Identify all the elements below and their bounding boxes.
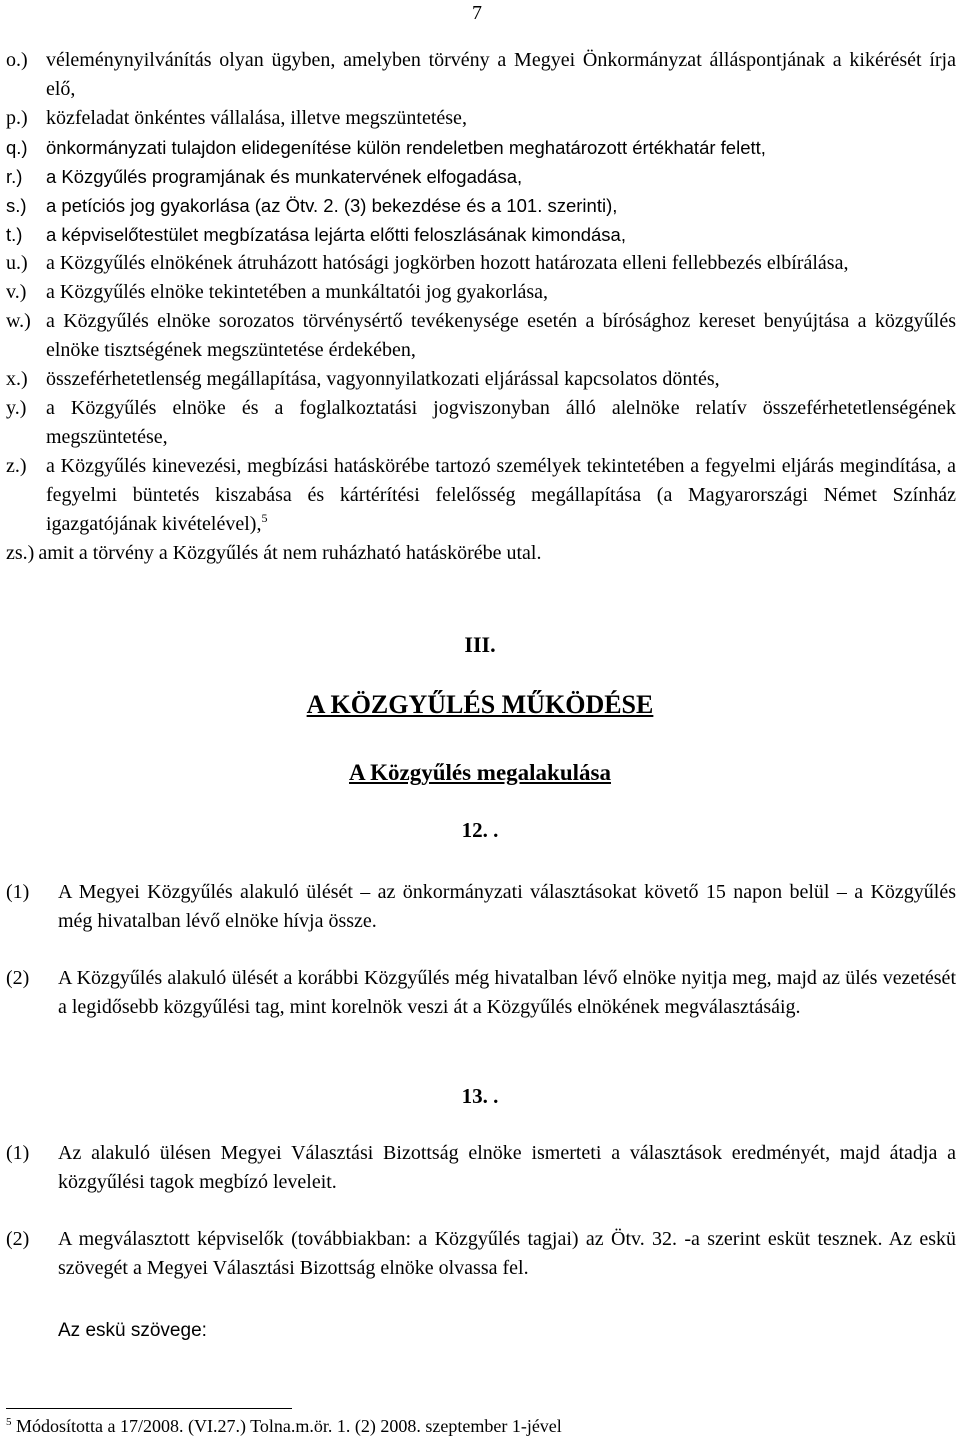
list-item-s: [6, 191, 956, 220]
paragraph-12-1: [6, 878, 956, 936]
item-text: a Közgyűlés elnökének átruházott hatósági jogkörben hozott határozata elleni fellebbezés elbírálása,: [46, 252, 849, 274]
list-item-z: [6, 452, 956, 539]
list-item-w: [6, 307, 956, 365]
paragraph-13-2: [6, 1225, 956, 1283]
paragraph-text: Az alakuló ülésen Megyei Választási Bizottság elnöke ismerteti a választások eredményét, majd átadja a közgyűlési tagok megbízó leveleit.: [58, 1142, 956, 1193]
item-text: a Közgyűlés elnöke tekintetében a munkáltatói jog gyakorlása,: [46, 281, 549, 303]
section-heading-12: 12. .: [461, 818, 499, 842]
item-text: a Közgyűlés elnöke és a foglalkoztatási jogviszonyban álló alelnöke relatív összeférhetetlenségének megszüntetése,: [46, 397, 956, 448]
footnote-number: 5: [6, 1416, 12, 1428]
list-item-q: [6, 133, 956, 162]
paragraph-text: A megválasztott képviselők (továbbiakban: a Közgyűlés tagjai) az Ötv. 32. -a szerint esküt tesznek. Az eskü szövegét a Megyei Választási Bizottság elnöke olvassa fel.: [58, 1228, 956, 1279]
page-number: 7: [472, 2, 482, 24]
footnote: [6, 1414, 562, 1438]
item-text-container: [46, 452, 956, 539]
item-label: q.): [6, 137, 28, 158]
paragraph-12-2: [6, 964, 956, 1022]
item-text: a petíciós jog gyakorlása (az Ötv. 2. (3) bekezdése és a 101. szerinti),: [46, 195, 618, 216]
list-item-x: [6, 365, 956, 394]
chapter-title: A KÖZGYŰLÉS MŰKÖDÉSE: [306, 690, 654, 719]
list-item-u: [6, 249, 956, 278]
item-label: r.): [6, 166, 23, 187]
item-text: a Közgyűlés elnöke sorozatos törvénysértő tevékenysége esetén a bírósághoz kereset benyújtása a közgyűlés elnöke tisztségének megszüntetése érdekében,: [46, 310, 956, 361]
section-title: A Közgyűlés megalakulása: [349, 760, 611, 785]
item-list: [6, 46, 956, 568]
paragraph-number: (1): [6, 881, 30, 903]
paragraph-number: (2): [6, 1228, 30, 1250]
item-text: közfeladat önkéntes vállalása, illetve megszüntetése,: [46, 107, 467, 129]
item-text: a képviselőtestület megbízatása lejárta előtti feloszlásának kimondása,: [46, 224, 626, 245]
list-item-p: [6, 104, 956, 133]
footnote-divider: [6, 1408, 292, 1409]
footnote-reference: 5: [261, 511, 268, 525]
paragraph-text: A Közgyűlés alakuló ülését a korábbi Közgyűlés még hivatalban lévő elnöke nyitja meg, majd az ülés vezetését a legidősebb közgyűlési tag, mint korelnök veszi át a Közgyűlés elnökének megválasztásáig.: [58, 967, 956, 1018]
item-label: s.): [6, 195, 27, 216]
item-label: t.): [6, 224, 23, 245]
list-item-zs: [6, 539, 956, 568]
list-item-y: [6, 394, 956, 452]
item-text: összeférhetetlenség megállapítása, vagyonnyilatkozati eljárással kapcsolatos döntés,: [46, 368, 720, 390]
part-number: III.: [464, 632, 496, 657]
paragraph-13-1: [6, 1139, 956, 1197]
list-item-o: [6, 46, 956, 104]
list-item-t: [6, 220, 956, 249]
paragraph-text: A Megyei Közgyűlés alakuló ülését – az önkormányzati választásokat követő 15 napon belül – a Közgyűlés még hivatalban lévő elnöke hívja össze.: [58, 881, 956, 932]
item-label: x.): [6, 368, 28, 390]
item-label: v.): [6, 281, 27, 303]
section-heading-13: 13. .: [461, 1084, 499, 1108]
list-item-v: [6, 278, 956, 307]
footnote-text: Módosította a 17/2008. (VI.27.) Tolna.m.ör. 1. (2) 2008. szeptember 1-jével: [16, 1416, 562, 1436]
item-label: o.): [6, 49, 28, 71]
list-item-r: [6, 162, 956, 191]
item-text: a Közgyűlés programjának és munkatervének elfogadása,: [46, 166, 523, 187]
oath-label: Az eskü szövege:: [58, 1320, 207, 1341]
item-label: y.): [6, 397, 27, 419]
item-label: w.): [6, 310, 31, 332]
item-label: zs.): [6, 542, 35, 564]
item-text: amit a törvény a Közgyűlés át nem ruházható hatáskörébe utal.: [38, 542, 542, 564]
item-label: p.): [6, 107, 28, 129]
item-text: a Közgyűlés kinevezési, megbízási hatáskörébe tartozó személyek tekintetében a fegyelmi eljárás megindítása, a fegyelmi büntetés kiszabása és kártérítési felelősség megállapítása (a Magyarországi Német Színház igazgatójának kivételével),: [46, 455, 956, 535]
paragraph-number: (2): [6, 967, 30, 989]
item-label: u.): [6, 252, 28, 274]
item-text: véleménynyilvánítás olyan ügyben, amelyben törvény a Megyei Önkormányzat álláspontjának a kikérését írja elő,: [46, 49, 956, 100]
item-label: z.): [6, 455, 27, 477]
item-text: önkormányzati tulajdon elidegenítése külön rendeletben meghatározott értékhatár felett,: [46, 137, 766, 158]
paragraph-number: (1): [6, 1142, 30, 1164]
